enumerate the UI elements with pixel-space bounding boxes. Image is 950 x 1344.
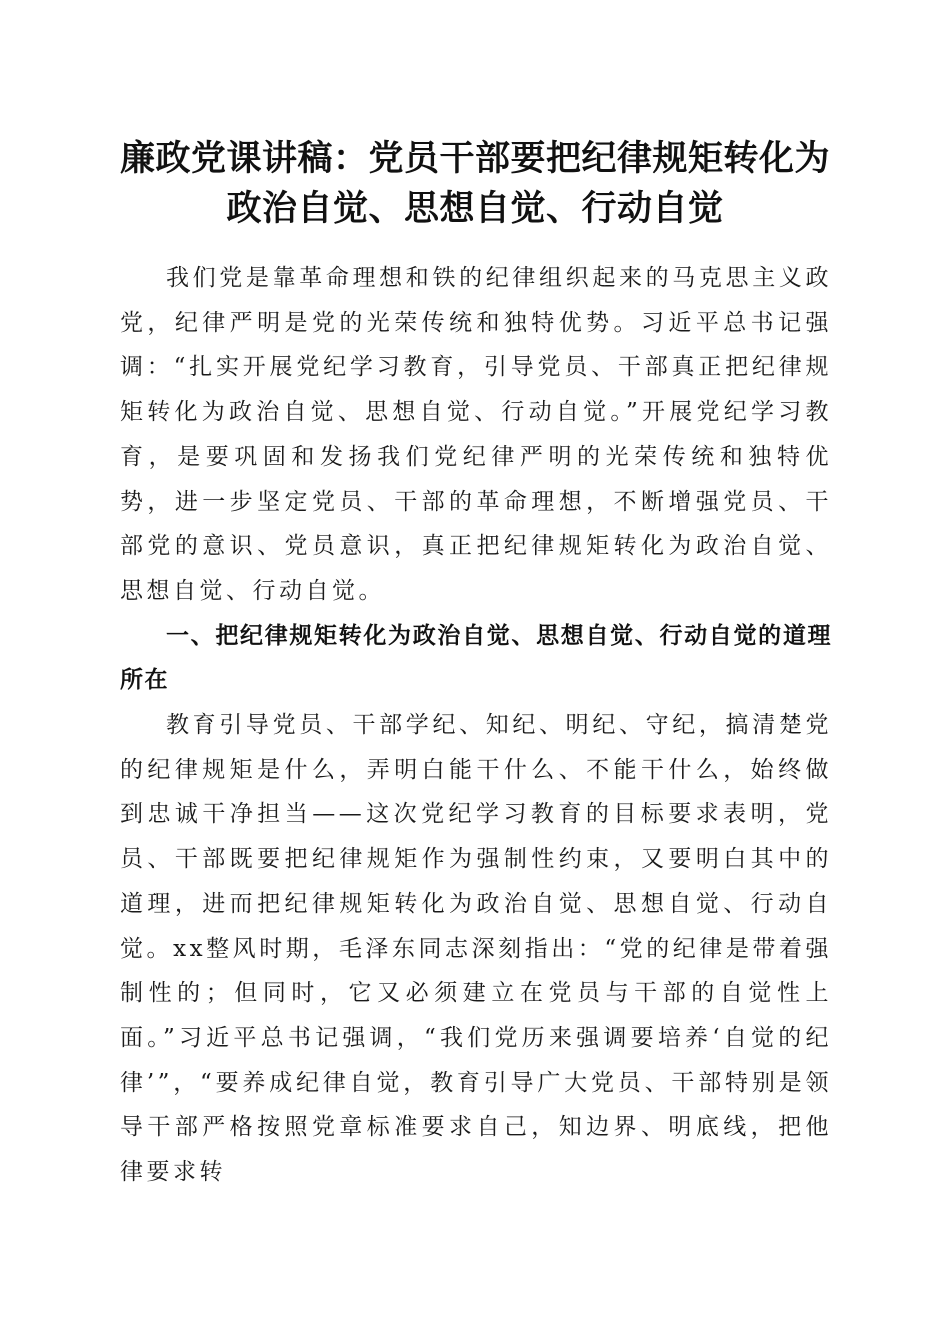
section-heading-1: 一、把纪律规矩转化为政治自觉、思想自觉、行动自觉的道理所在 (120, 622, 832, 694)
paragraph-section-1: 教育引导党员、干部学纪、知纪、明纪、守纪，搞清楚党的纪律规矩是什么，弄明白能干什么、不能干什么，始终做到忠诚干净担当——这次党纪学习教育的目标要求表明，党员、干部既要把纪律规矩作为强制性约束，又要明白其中的道理，进而把纪律规矩转化为政治自觉、思想自觉、行动自觉。xx整风时期，毛泽东同志深刻指出：“党的纪律是带着强制性的；但同时，它又必须建立在党员与干部的自觉性上面。”习近平总书记强调，“我们党历来强调要培养‘自觉的纪律’”，“要养成纪律自觉，教育引导广大党员、干部特别是领导干部严格按照党章标准要求自己，知边界、明底线，把他律要求转 (120, 712, 832, 1186)
document-body (120, 256, 832, 1195)
title-line-2: 政治自觉、思想自觉、行动自觉 (226, 188, 724, 229)
document-title (60, 134, 890, 234)
paragraph-intro: 我们党是靠革命理想和铁的纪律组织起来的马克思主义政党，纪律严明是党的光荣传统和独特优势。习近平总书记强调：“扎实开展党纪学习教育，引导党员、干部真正把纪律规矩转化为政治自觉、思想自觉、行动自觉。”开展党纪学习教育，是要巩固和发扬我们党纪律严明的光荣传统和独特优势，进一步坚定党员、干部的革命理想，不断增强党员、干部党的意识、党员意识，真正把纪律规矩转化为政治自觉、思想自觉、行动自觉。 (120, 265, 832, 604)
title-line-1: 廉政党课讲稿：党员干部要把纪律规矩转化为 (119, 138, 830, 179)
